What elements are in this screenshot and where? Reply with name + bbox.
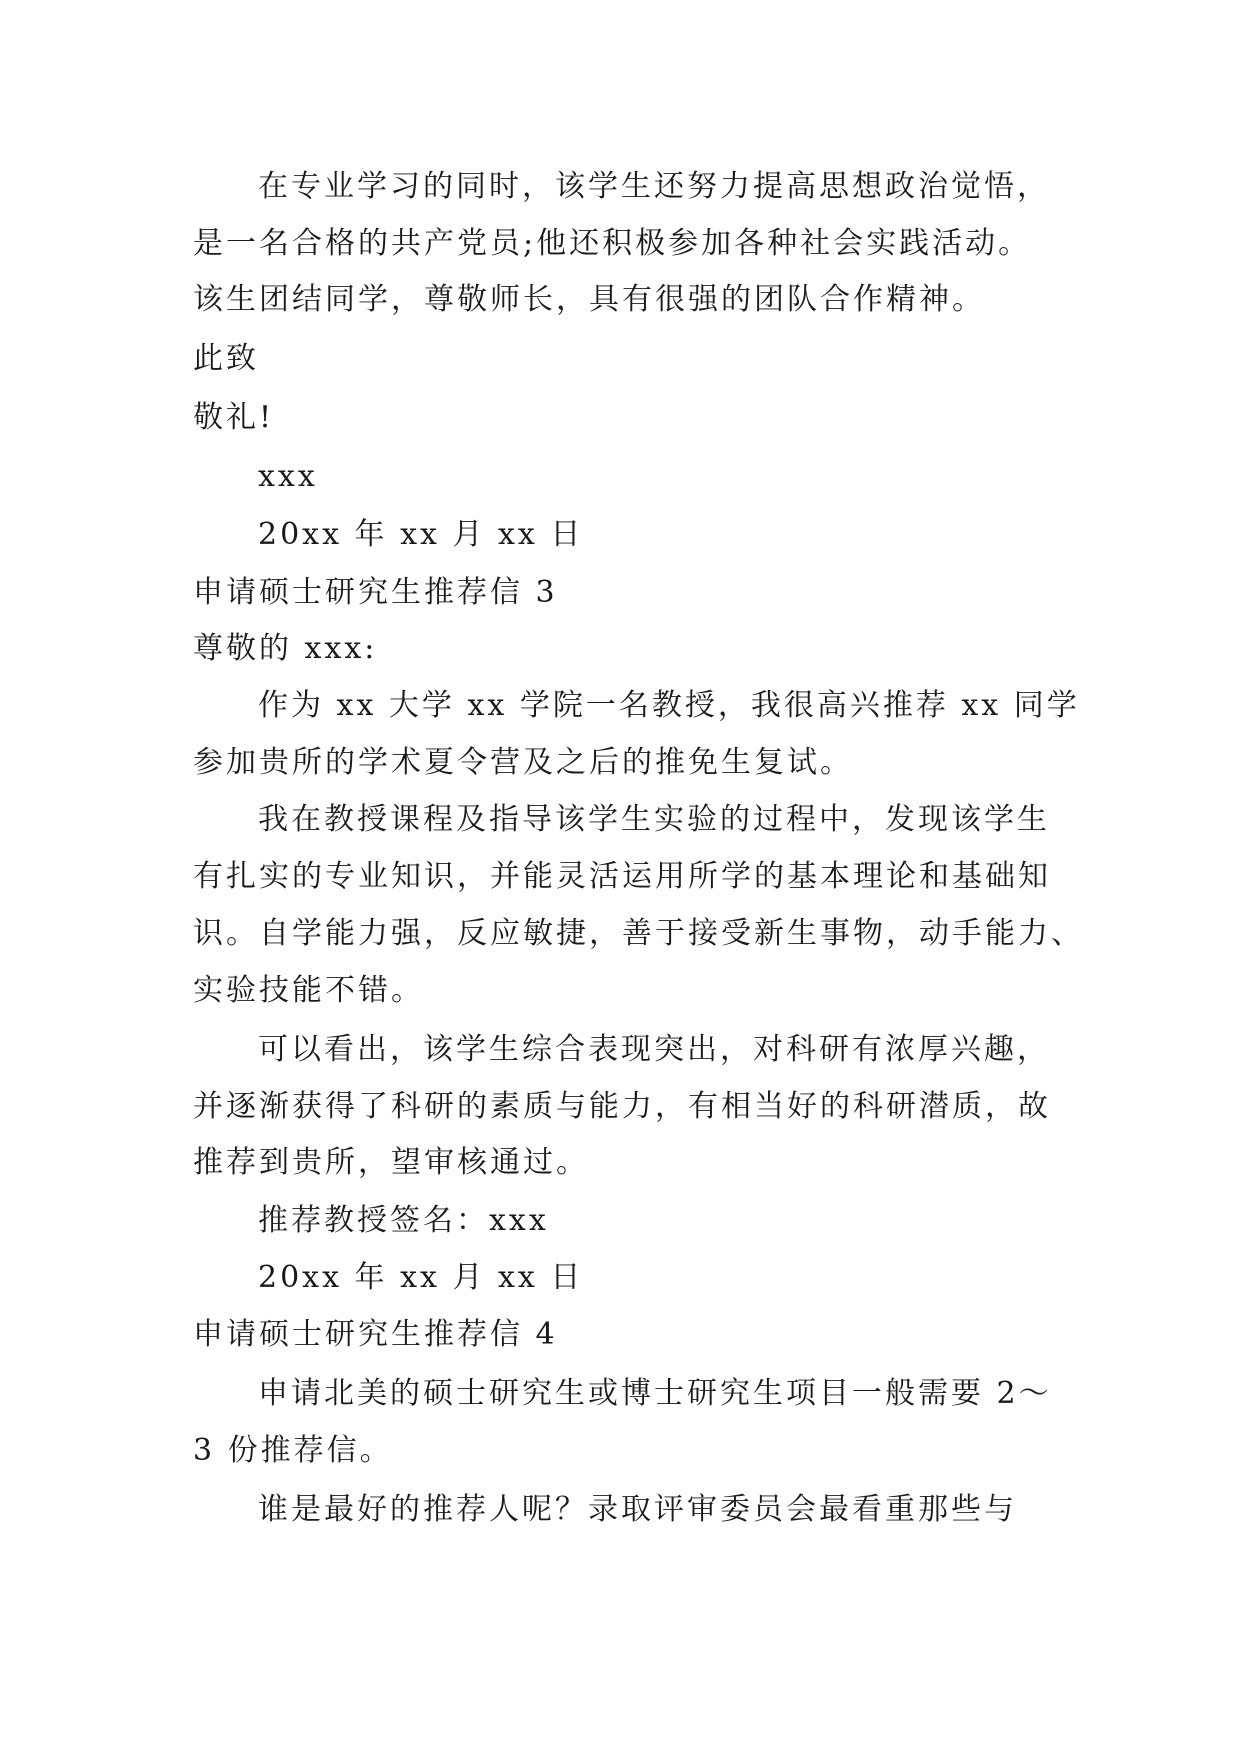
paragraph-line: 可以看出，该学生综合表现突出，对科研有浓厚兴趣， — [258, 1032, 1050, 1067]
paragraph-line: 识。自学能力强，反应敏捷，善于接受新生事物，动手能力、 — [193, 916, 1084, 951]
paragraph-line: 申请北美的硕士研究生或博士研究生项目一般需要 2～ — [258, 1376, 1052, 1411]
signature-date: 20xx 年 xx 月 xx 日 — [258, 517, 584, 552]
salutation: 尊敬的 xxx: — [193, 631, 378, 666]
paragraph-line: 作为 xx 大学 xx 学院一名教授，我很高兴推荐 xx 同学 — [258, 688, 1080, 723]
closing-line: 敬礼! — [193, 400, 275, 435]
paragraph-line: 我在教授课程及指导该学生实验的过程中，发现该学生 — [258, 802, 1050, 837]
paragraph-line: 该生团结同学，尊敬师长，具有很强的团队合作精神。 — [193, 282, 985, 317]
paragraph-line: 是一名合格的共产党员;他还积极参加各种社会实践活动。 — [193, 226, 1032, 261]
paragraph-line: 在专业学习的同时，该学生还努力提高思想政治觉悟， — [258, 169, 1050, 204]
closing-line: 此致 — [193, 341, 259, 376]
section-heading: 申请硕士研究生推荐信 4 — [193, 1317, 558, 1352]
paragraph-line: 并逐渐获得了科研的素质与能力，有相当好的科研潜质，故 — [193, 1089, 1051, 1124]
section-heading: 申请硕士研究生推荐信 3 — [193, 575, 558, 610]
paragraph-line: 实验技能不错。 — [193, 973, 424, 1008]
paragraph-line: 谁是最好的推荐人呢？录取评审委员会最看重那些与 — [258, 1492, 1017, 1527]
paragraph-line: 3 份推荐信。 — [193, 1433, 393, 1468]
signature-date: 20xx 年 xx 月 xx 日 — [258, 1260, 584, 1295]
paragraph-line: 参加贵所的学术夏令营及之后的推免生复试。 — [193, 745, 853, 780]
signature-line: 推荐教授签名：xxx — [258, 1203, 549, 1238]
signature-name: xxx — [258, 459, 318, 494]
paragraph-line: 推荐到贵所，望审核通过。 — [193, 1145, 589, 1180]
paragraph-line: 有扎实的专业知识，并能灵活运用所学的基本理论和基础知 — [193, 859, 1051, 894]
